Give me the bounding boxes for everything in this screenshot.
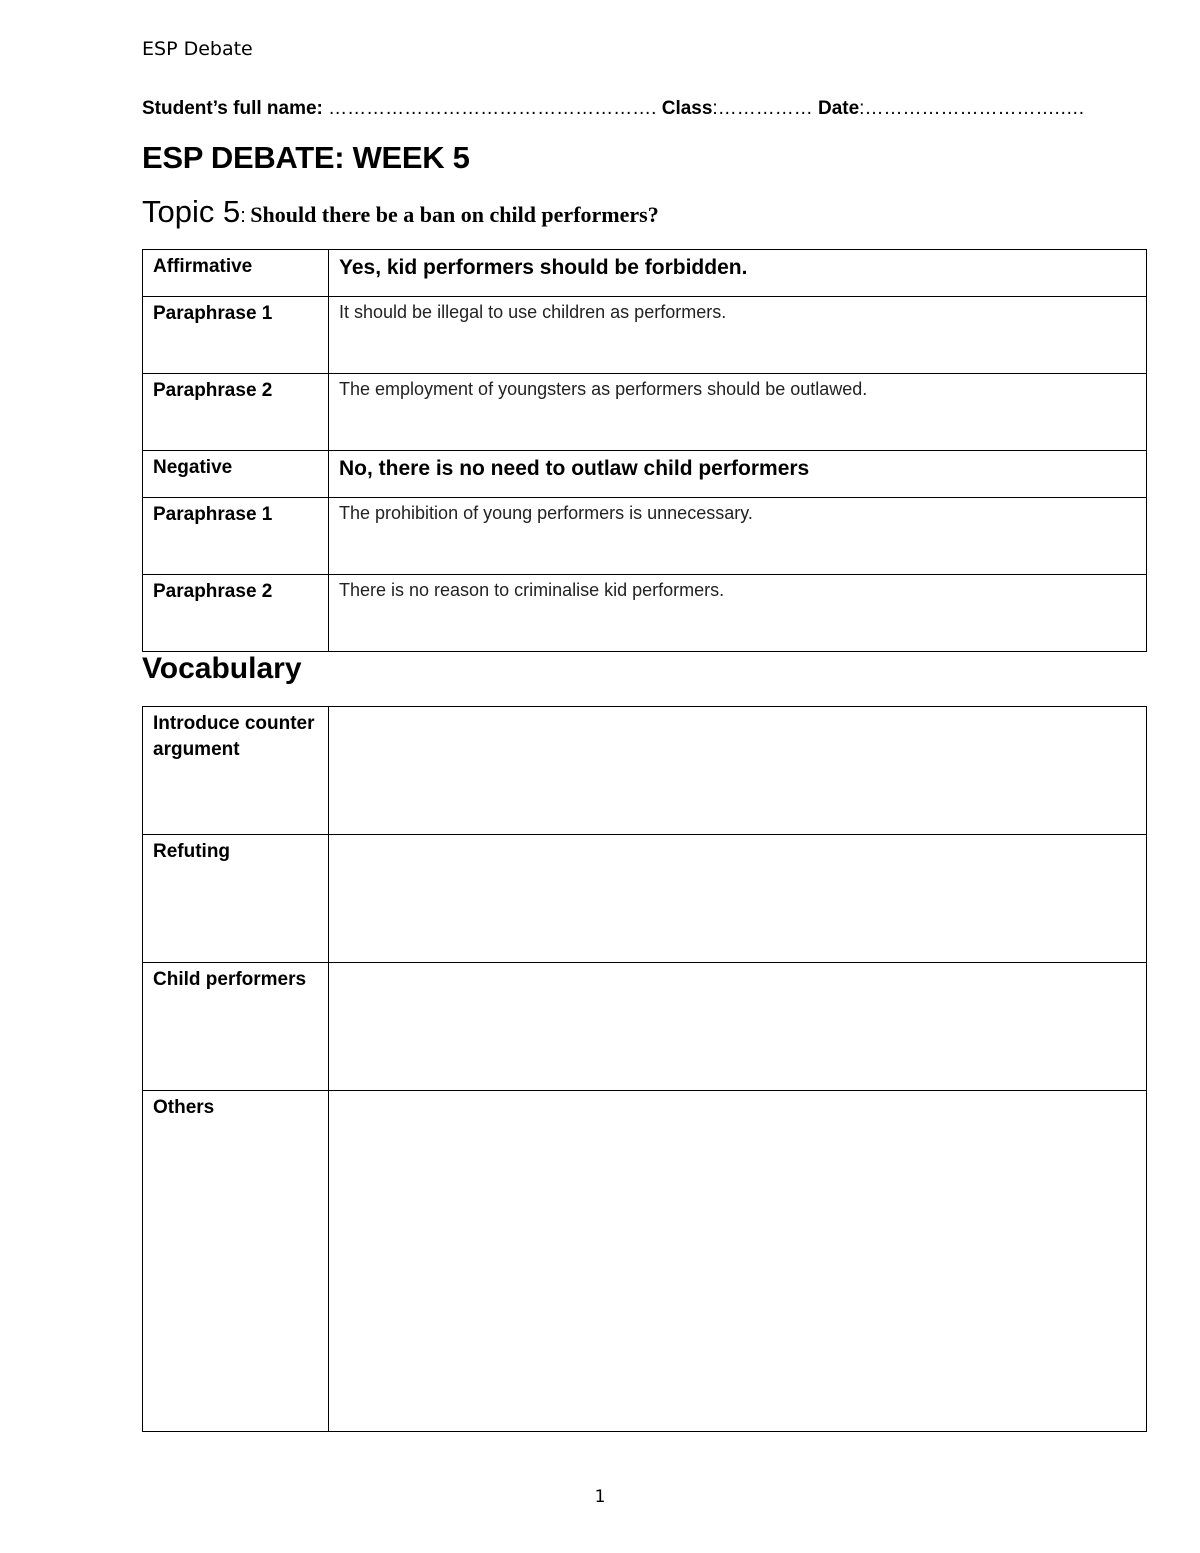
row-label: Affirmative [143,250,329,297]
row-label: Paraphrase 2 [143,374,329,451]
page-number: 1 [594,1487,606,1507]
row-label: Paraphrase 2 [143,575,329,652]
date-blank[interactable]: :………………………….…. [859,98,1085,119]
row-text: There is no reason to criminalise kid performers. [329,575,1147,652]
class-label: Class [661,98,713,119]
table-row [143,498,1147,575]
table-row [143,575,1147,652]
table-row [143,451,1147,498]
page-title: ESP DEBATE: WEEK 5 [142,140,470,175]
row-text: Yes, kid performers should be forbidden. [329,250,1147,297]
name-label: Student’s full name: [142,98,323,119]
date-label: Date [817,98,860,119]
row-label: Negative [143,451,329,498]
table-row [143,835,1147,963]
row-label: Others [143,1091,329,1432]
topic-question: Should there be a ban on child performers? [250,202,659,227]
table-row [143,250,1147,297]
topic-separator: : [240,205,246,227]
row-label: Paraphrase 1 [143,297,329,374]
answer-cell[interactable] [329,835,1147,963]
answer-cell[interactable] [329,963,1147,1091]
vocabulary-heading: Vocabulary [142,652,302,685]
table-row [143,1091,1147,1432]
topic-label: Topic 5 [142,194,241,229]
row-text: The employment of youngsters as performers should be outlawed. [329,374,1147,451]
row-label: Refuting [143,835,329,963]
row-label: Child performers [143,963,329,1091]
class-blank[interactable]: :…………… [712,98,818,119]
row-text: The prohibition of young performers is unnecessary. [329,498,1147,575]
row-label: Introduce counter argument [143,707,329,835]
page-header: ESP Debate [142,38,253,60]
topic-line [142,194,659,230]
row-text: No, there is no need to outlaw child performers [329,451,1147,498]
debate-table [142,249,1147,652]
name-blank[interactable]: ……………………………………………. [322,98,662,119]
table-row [143,963,1147,1091]
answer-cell[interactable] [329,707,1147,835]
table-row [143,297,1147,374]
table-row [143,374,1147,451]
row-label: Paraphrase 1 [143,498,329,575]
answer-cell[interactable] [329,1091,1147,1432]
vocabulary-table [142,706,1147,1432]
row-text: It should be illegal to use children as performers. [329,297,1147,374]
table-row [143,707,1147,835]
student-info-line [142,98,1142,120]
